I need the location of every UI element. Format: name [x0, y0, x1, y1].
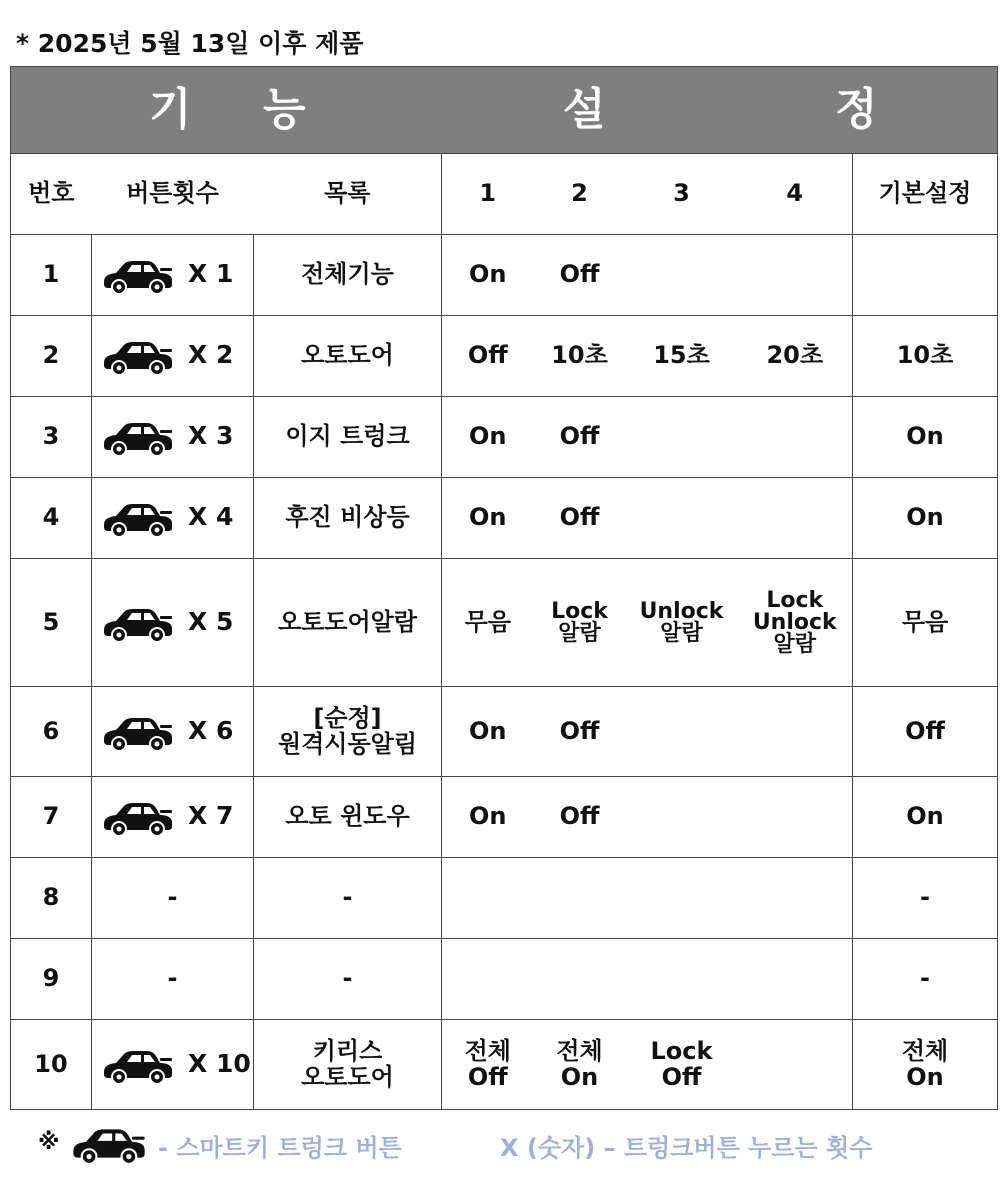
legend [38, 1120, 998, 1168]
cell-default-text: - [920, 883, 930, 912]
cell-button-count [92, 939, 254, 1020]
cell-no [11, 939, 92, 1020]
column-header-row [11, 154, 998, 235]
col-header-opt2: 2 [534, 154, 626, 235]
cell-opt3-text: Unlock 알람 [639, 598, 724, 646]
cell-button-count [92, 1020, 254, 1110]
cell-item-text: - [342, 964, 353, 993]
cell-opt1 [442, 687, 534, 777]
cell-opt3 [626, 858, 738, 939]
cell-default [853, 687, 998, 777]
table-row [11, 1020, 998, 1110]
function-settings-table [10, 66, 998, 1110]
press-count: X 10 [188, 1048, 251, 1078]
cell-opt1 [442, 478, 534, 559]
cell-opt1 [442, 397, 534, 478]
cell-opt2 [534, 858, 626, 939]
cell-opt2-text: Off [559, 422, 600, 451]
cell-default [853, 397, 998, 478]
cell-no [11, 235, 92, 316]
press-count: - [167, 964, 178, 993]
reference-mark: ※ [38, 1130, 60, 1155]
cell-item-text: - [342, 883, 353, 912]
cell-opt2 [534, 316, 626, 397]
cell-item-text: 전체기능 [301, 260, 394, 289]
cell-no-text: 1 [42, 260, 60, 289]
cell-button-count [92, 559, 254, 687]
cell-default [853, 478, 998, 559]
cell-item-text: 키리스 오토도어 [301, 1036, 394, 1091]
cell-opt3-text: 15초 [653, 341, 710, 370]
cell-button-count [92, 777, 254, 858]
cell-opt4 [738, 1020, 853, 1110]
cell-default-text: On [906, 422, 944, 451]
press-count: X 7 [188, 801, 234, 830]
cell-opt3 [626, 777, 738, 858]
cell-opt4-text: 20초 [766, 341, 824, 370]
cell-no [11, 559, 92, 687]
table-row [11, 687, 998, 777]
cell-default-text: On [906, 802, 944, 831]
cell-opt2 [534, 939, 626, 1020]
cell-item-text: 오토 윈도우 [285, 802, 410, 831]
cell-opt2-text: 10초 [551, 341, 608, 370]
cell-opt1-text: 전체 Off [464, 1036, 511, 1091]
cell-item [254, 1020, 442, 1110]
col-header-opt3: 3 [626, 154, 738, 235]
cell-opt2-text: Off [559, 802, 600, 831]
cell-opt1-text: Off [467, 341, 508, 370]
car-icon [102, 497, 174, 539]
cell-item [254, 559, 442, 687]
table-row [11, 235, 998, 316]
cell-item-text: 오토도어 [301, 341, 394, 370]
cell-opt2-text: Off [559, 260, 600, 289]
cell-opt3-text: Lock Off [650, 1036, 713, 1091]
cell-opt4 [738, 397, 853, 478]
cell-opt2 [534, 777, 626, 858]
cell-item [254, 858, 442, 939]
cell-no-text: 8 [42, 883, 60, 912]
cell-item-text: 후진 비상등 [285, 503, 410, 532]
cell-default [853, 316, 998, 397]
cell-no-text: 7 [42, 802, 60, 831]
car-icon [102, 335, 174, 377]
cell-no-text: 2 [42, 341, 60, 370]
cell-no [11, 397, 92, 478]
col-header-item: 목록 [254, 154, 442, 235]
col-header-no: 번호 [11, 154, 92, 235]
cell-default [853, 235, 998, 316]
cell-opt3 [626, 1020, 738, 1110]
table-row [11, 939, 998, 1020]
cell-opt4 [738, 316, 853, 397]
cell-opt1 [442, 1020, 534, 1110]
cell-opt1-text: On [469, 716, 507, 745]
cell-opt2 [534, 687, 626, 777]
cell-no [11, 858, 92, 939]
cell-default [853, 559, 998, 687]
table-row [11, 316, 998, 397]
cell-opt4 [738, 939, 853, 1020]
press-count: X 1 [188, 259, 234, 288]
cell-no-text: 9 [42, 964, 60, 993]
cell-opt3 [626, 478, 738, 559]
press-count: X 3 [188, 421, 234, 450]
press-count: X 6 [188, 715, 234, 745]
cell-default-text: On [906, 503, 944, 532]
cell-opt1-text: On [469, 503, 507, 532]
col-header-button-count: 버튼횟수 [92, 154, 254, 235]
legend-car-desc: - 스마트키 트렁크 버튼 [158, 1134, 402, 1162]
cell-opt1-text: 무음 [464, 607, 511, 636]
title-char-2: 능 [263, 84, 306, 135]
cell-button-count [92, 478, 254, 559]
cell-opt3 [626, 397, 738, 478]
cell-opt2-text: 전체 On [556, 1036, 603, 1091]
car-icon [102, 602, 174, 644]
cell-item-text: 이지 트렁크 [285, 422, 410, 451]
cell-default-text: 무음 [901, 607, 949, 636]
cell-opt4 [738, 858, 853, 939]
cell-opt3 [626, 559, 738, 687]
cell-button-count [92, 397, 254, 478]
cell-opt3 [626, 687, 738, 777]
cell-opt4 [738, 478, 853, 559]
cell-button-count [92, 687, 254, 777]
note-text: * 2025년 5월 13일 이후 제품 [16, 29, 364, 58]
table-row [11, 397, 998, 478]
cell-button-count [92, 235, 254, 316]
cell-opt4 [738, 235, 853, 316]
cell-opt1-text: On [469, 422, 507, 451]
cell-opt1 [442, 777, 534, 858]
cell-item [254, 316, 442, 397]
cell-no-text: 6 [42, 716, 60, 745]
cell-opt4 [738, 777, 853, 858]
col-header-opt4: 4 [738, 154, 853, 235]
car-icon [102, 1044, 174, 1086]
cell-button-count [92, 316, 254, 397]
cell-opt1-text: On [469, 802, 507, 831]
cell-opt2-text: Lock 알람 [551, 598, 608, 646]
cell-opt3 [626, 235, 738, 316]
cell-no-text: 3 [42, 422, 60, 451]
press-count: X 4 [188, 502, 234, 531]
cell-no [11, 687, 92, 777]
cell-opt2 [534, 397, 626, 478]
cell-opt2 [534, 235, 626, 316]
cell-opt2 [534, 559, 626, 687]
cell-item [254, 939, 442, 1020]
cell-default [853, 777, 998, 858]
title-char-4: 정 [835, 84, 878, 135]
car-icon [102, 796, 174, 838]
cell-opt4 [738, 559, 853, 687]
cell-default [853, 939, 998, 1020]
cell-no-text: 10 [34, 1049, 68, 1078]
cell-opt1 [442, 858, 534, 939]
cell-opt2 [534, 1020, 626, 1110]
cell-default [853, 858, 998, 939]
col-header-opt1: 1 [442, 154, 534, 235]
table-row [11, 559, 998, 687]
col-header-default: 기본설정 [853, 154, 998, 235]
cell-item [254, 235, 442, 316]
cell-opt4-text: Lock Unlock 알람 [752, 587, 837, 657]
cell-item [254, 478, 442, 559]
cell-opt2-text: Off [559, 716, 600, 745]
cell-item-text: 오토도어알람 [277, 607, 418, 636]
title-char-3: 설 [563, 84, 606, 135]
cell-default [853, 1020, 998, 1110]
press-count: - [167, 883, 178, 912]
car-icon [70, 1122, 148, 1166]
cell-no [11, 478, 92, 559]
cell-button-count [92, 858, 254, 939]
cell-item [254, 687, 442, 777]
cell-default-text: 10초 [896, 341, 954, 370]
cell-opt1 [442, 939, 534, 1020]
cell-no-text: 4 [42, 503, 60, 532]
cell-opt1-text: On [469, 260, 507, 289]
car-icon [102, 254, 174, 296]
legend-count-desc: X (숫자) – 트렁크버튼 누르는 횟수 [500, 1134, 873, 1162]
cell-item [254, 777, 442, 858]
cell-opt1 [442, 316, 534, 397]
cell-no-text: 5 [42, 607, 60, 636]
cell-default-text: Off [905, 716, 945, 745]
cell-opt4 [738, 687, 853, 777]
table-title-row [11, 67, 998, 154]
cell-no [11, 1020, 92, 1110]
cell-default-text: - [920, 964, 930, 993]
cell-no [11, 777, 92, 858]
table-row [11, 777, 998, 858]
cell-opt3 [626, 939, 738, 1020]
cell-opt2-text: Off [559, 503, 600, 532]
cell-opt3 [626, 316, 738, 397]
cell-default-text: 전체 On [901, 1036, 949, 1091]
table-row [11, 478, 998, 559]
table-row [11, 858, 998, 939]
cell-item [254, 397, 442, 478]
car-icon [102, 416, 174, 458]
press-count: X 2 [188, 340, 234, 369]
press-count: X 5 [188, 606, 234, 636]
cell-opt2 [534, 478, 626, 559]
table-title [11, 67, 998, 154]
car-icon [102, 711, 174, 753]
cell-opt1 [442, 235, 534, 316]
cell-opt1 [442, 559, 534, 687]
cell-no [11, 316, 92, 397]
title-char-1: 기 [149, 84, 192, 135]
cell-item-text: [순정] 원격시동알림 [277, 703, 418, 758]
